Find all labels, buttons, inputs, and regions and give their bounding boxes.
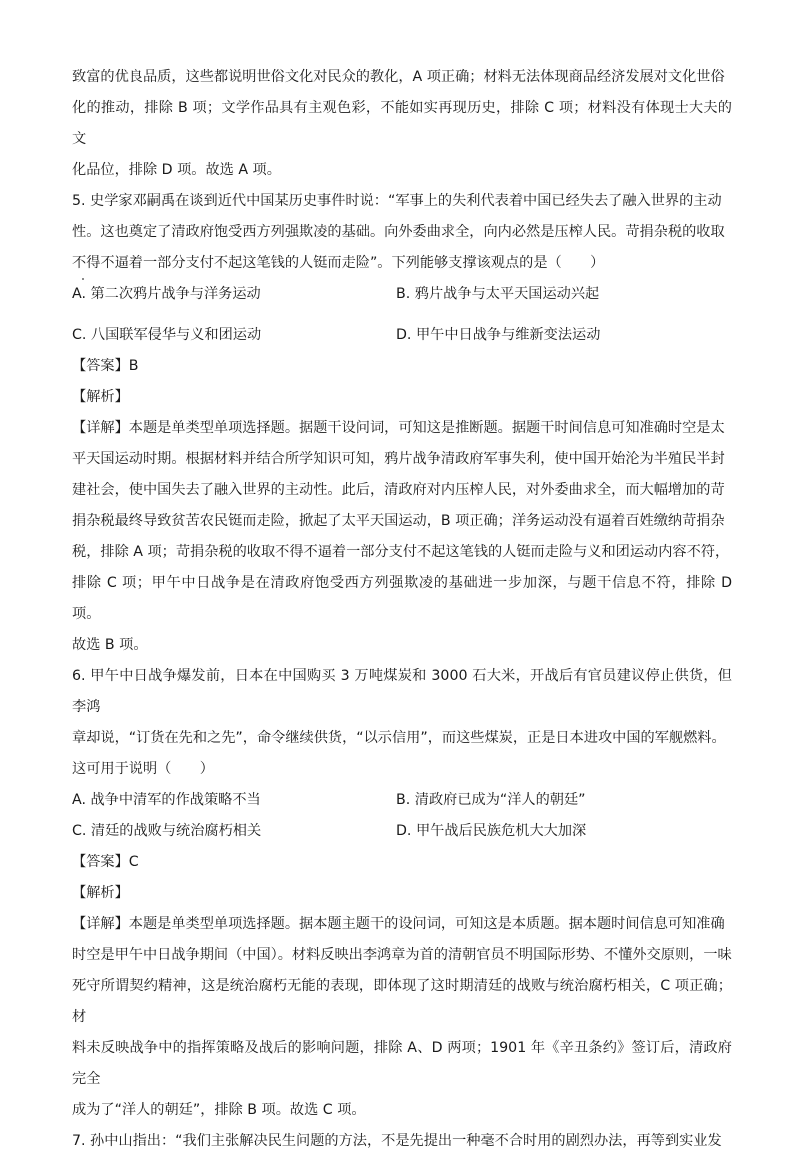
q6-detail-line: 死守所谓契约精神，这是统治腐朽无能的表现，即体现了这时期清廷的战败与统治腐朽相关，C 项正确；材 — [72, 978, 732, 1025]
q5-stem-line: 性。这也奠定了清政府饱受西方列强欺凌的基础。向外委曲求全，向内必然是压榨人民。苛捐杂税的收取 — [72, 224, 725, 240]
q6-detail-line: 时空是甲午中日战争期间（中国）。材料反映出李鸿章为首的清朝官员不明国际形势、不懂外交原则，一味 — [72, 947, 732, 963]
q5-detail-line: 捐杂税最终导致贫苦农民铤而走险，掀起了太平天国运动，B 项正确；洋务运动没有逼着百姓缴纳苛捐杂 — [72, 513, 725, 529]
q6-options-row-2 — [72, 816, 732, 847]
q5-detail-line: 【详解】本题是单类型单项选择题。据题干设问词，可知这是推断题。据题干时间信息可知准确时空是太 — [72, 420, 725, 436]
q5-detail-line: 平天国运动时期。根据材料并结合所学知识可知，鸦片战争清政府军事失利，使中国开始沦为半殖民半封 — [72, 451, 725, 467]
q5-detail-line: 建社会，使中国失去了融入世界的主动性。此后，清政府对内压榨人民，对外委曲求全，而大幅增加的苛 — [72, 482, 725, 498]
q6-option-b: B. 清政府已成为“洋人的朝廷” — [396, 792, 586, 808]
q6-options-row-1 — [72, 785, 732, 816]
intro-line: 化的推动，排除 B 项；文学作品具有主观色彩，不能如实再现历史，排除 C 项；材料没有体现士大夫的文 — [72, 100, 732, 147]
q6-option-d: D. 甲午战后民族危机大大加深 — [396, 823, 587, 839]
intro-line: 化品位，排除 D 项。故选 A 项。 — [72, 162, 281, 178]
q5-options-row-1 — [72, 279, 732, 310]
document-page — [72, 62, 732, 1157]
q5-answer: 【答案】B — [72, 358, 139, 374]
q5-analysis-label: 【解析】 — [72, 389, 129, 405]
q5-option-d: D. 甲午中日战争与维新变法运动 — [396, 327, 601, 343]
q6-detail-line: 成为了“洋人的朝廷”，排除 B 项。故选 C 项。 — [72, 1102, 366, 1118]
intro-line: 致富的优良品质，这些都说明世俗文化对民众的教化，A 项正确；材料无法体现商品经济发展对文化世俗 — [72, 69, 725, 85]
q6-stem-line: 章却说，“订货在先和之先”，命令继续供货，“以示信用”，而这些煤炭，正是日本进攻中国的军舰燃料。 — [72, 730, 726, 746]
q5-options-row-2 — [72, 320, 732, 351]
q6-detail-line: 【详解】本题是单类型单项选择题。据本题主题干的设问词，可知这是本质题。据本题时间信息可知准确 — [72, 916, 725, 932]
q5-option-b: B. 鸦片战争与太平天国运动兴起 — [396, 286, 600, 302]
q6-option-a: A. 战争中清军的作战策略不当 — [72, 792, 261, 808]
q6-detail-line: 料未反映战争中的指挥策略及战后的影响问题，排除 A、D 两项；1901 年《辛丑条约》签订后，清政府完全 — [72, 1040, 732, 1087]
q5-detail-line: 排除 C 项；甲午中日战争是在清政府饱受西方列强欺凌的基础进一步加深，与题干信息不符，排除 D 项。 — [72, 575, 732, 622]
q5-option-c: C. 八国联军侵华与义和团运动 — [72, 327, 262, 343]
stray-dot — [82, 278, 84, 280]
q7-stem-line: 7. 孙中山指出：“我们主张解决民生问题的方法，不是先提出一种毫不合时用的剧烈办法，再等到实业发 — [72, 1133, 722, 1149]
q6-answer: 【答案】C — [72, 854, 139, 870]
q6-stem-line: 6. 甲午中日战争爆发前，日本在中国购买 3 万吨煤炭和 3000 石大米，开战后有官员建议停止供货，但李鸿 — [72, 668, 732, 715]
q5-detail-line: 故选 B 项。 — [72, 637, 148, 653]
q5-stem-line: 5. 史学家邓嗣禹在谈到近代中国某历史事件时说：“军事上的失利代表着中国已经失去了融入世界的主动 — [72, 193, 722, 209]
q5-stem-line: 不得不逼着一部分支付不起这笔钱的人铤而走险”。下列能够支撑该观点的是（ ） — [72, 255, 605, 271]
q6-analysis-label: 【解析】 — [72, 885, 129, 901]
q5-option-a: A. 第二次鸦片战争与洋务运动 — [72, 286, 261, 302]
q5-detail-line: 税，排除 A 项；苛捐杂税的收取不得不逼着一部分支付不起这笔钱的人铤而走险与义和团运动内容不符， — [72, 544, 730, 560]
q6-option-c: C. 清廷的战败与统治腐朽相关 — [72, 823, 262, 839]
q6-stem-line: 这可用于说明（ ） — [72, 761, 214, 777]
